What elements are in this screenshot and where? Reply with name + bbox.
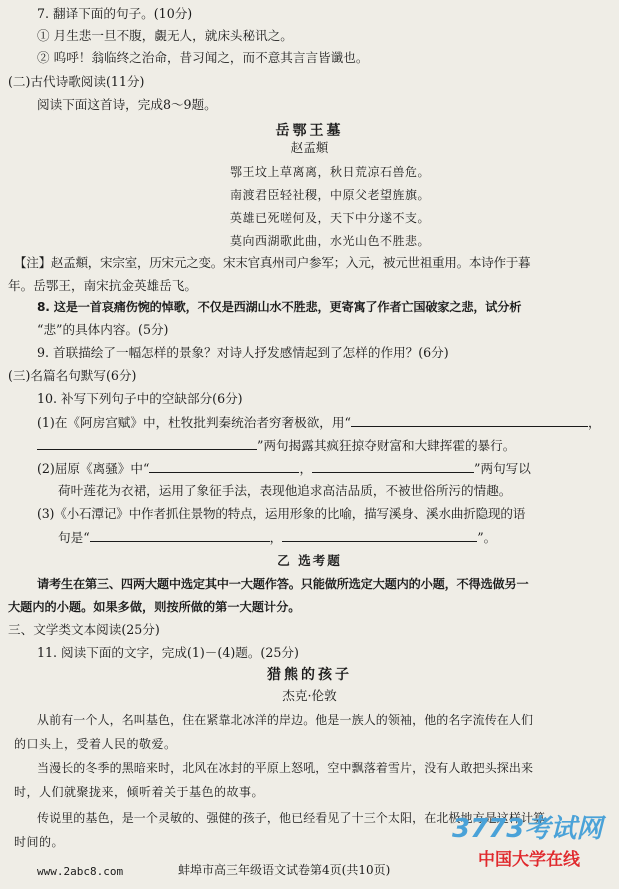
question-10-2-line-1	[37, 460, 531, 477]
question-8-line-1: 8. 这是一首哀痛伤惋的悼歌，不仅是西湖山水不胜悲，更寄寓了作者亡国破家之悲，试分析	[37, 300, 522, 314]
section-3-heading: (三)名篇名句默写(6分)	[8, 368, 137, 383]
watermark-slogan: 中国大学在线	[478, 850, 580, 870]
question-7-item-1: ① 月生悲一旦不腹，覷无人，就床头秘讯之。	[37, 28, 293, 43]
story-paragraph-1-line-2: 的口头上，受着人民的敬爱。	[14, 737, 177, 751]
question-7-item-2: ② 呜呼！翁临终之治命，昔习闻之，而不意其言言皆谶也。	[37, 50, 369, 65]
story-paragraph-2-line-2: 时，人们就聚拢来，倾听着关于基色的故事。	[14, 785, 265, 799]
story-paragraph-3-line-2: 时间的。	[14, 835, 65, 849]
story-paragraph-2-line-1: 当漫长的冬季的黑暗来时，北风在冰封的平原上怒吼，空中飘落着雪片，没有人敢把头探出来	[37, 761, 534, 775]
answer-blank[interactable]	[282, 529, 477, 542]
question-10-3-prompt: 句是“	[58, 530, 90, 545]
punctuation: ，	[587, 415, 601, 430]
answer-blank[interactable]	[351, 414, 588, 427]
question-10-3-line-1: (3)《小石潭记》中作者抓住景物的特点，运用形象的比喻，描写溪身、溪水曲折隐现的语	[37, 506, 526, 521]
optional-section-title: 乙 选考题	[277, 553, 342, 568]
punctuation: ”。	[477, 530, 497, 545]
story-author: 杰克·伦敦	[282, 688, 337, 703]
story-paragraph-3-line-1: 传说里的基色，是一个灵敏的、强健的孩子，他已经看见了十三个太阳，在北极地方是这样计算	[37, 811, 546, 825]
section-2-heading: (二)古代诗歌阅读(11分)	[8, 74, 145, 89]
poem-line-3: 英雄已死嗟何及，天下中分遂不支。	[230, 211, 431, 225]
question-10-2-prompt: (2)屈原《离骚》中“	[37, 461, 150, 476]
question-10-3-line-2	[58, 529, 496, 546]
answer-blank[interactable]	[312, 460, 474, 473]
punctuation: ，	[299, 461, 313, 476]
story-paragraph-1-line-1: 从前有一个人，名叫基色，住在紧靠北冰洋的岸边。他是一族人的领袖，他的名字流传在人们	[37, 713, 534, 727]
answer-blank[interactable]	[90, 529, 270, 542]
watermark-site-logo: 3773考试网	[452, 814, 603, 844]
punctuation: ，	[269, 530, 283, 545]
question-10-2-line-2: 荷叶莲花为衣裙，运用了象征手法，表现他追求高洁品质，不被世俗所污的情趣。	[58, 483, 512, 498]
answer-blank[interactable]	[37, 437, 257, 450]
question-10: 10. 补写下列句子中的空缺部分(6分)	[37, 391, 243, 406]
question-10-1-line-2	[37, 437, 515, 454]
answer-blank[interactable]	[149, 460, 299, 473]
poem-note-line-2: 年。岳鄂王，南宋抗金英雄岳飞。	[8, 278, 197, 293]
question-11: 11. 阅读下面的文字，完成(1)－(4)题。(25分)	[37, 645, 299, 660]
question-10-1-tail: ”两句揭露其疯狂掠夺财富和大肆挥霍的暴行。	[257, 438, 516, 453]
story-title: 猎熊的孩子	[267, 667, 352, 683]
section-2-intro: 阅读下面这首诗，完成8～9题。	[37, 97, 217, 112]
question-8-line-2: “悲”的具体内容。(5分)	[37, 322, 169, 337]
footer-url: www.2abc8.com	[37, 865, 124, 878]
question-7: 7. 翻译下面的句子。(10分)	[37, 6, 193, 21]
question-9: 9. 首联描绘了一幅怎样的景象？对诗人抒发感情起到了怎样的作用？(6分)	[37, 345, 449, 360]
section-3-literature-heading: 三、文学类文本阅读(25分)	[8, 622, 160, 637]
question-10-1-prompt: (1)在《阿房宫赋》中，杜牧批判秦统治者穷奢极欲，用“	[37, 415, 351, 430]
poem-line-1: 鄂王坟上草离离，秋日荒凉石兽危。	[230, 165, 431, 179]
poem-author: 赵孟頫	[290, 140, 329, 155]
question-10-2-tail: ”两句写以	[474, 461, 531, 476]
poem-line-2: 南渡君臣轻社稷，中原父老望旌旗。	[230, 188, 431, 202]
poem-note-line-1: 【注】赵孟頫，宋宗室，历宋元之变。宋末官真州司户参军；入元，被元世祖重用。本诗作于暮	[14, 255, 531, 270]
optional-instructions-line-2: 大题内的小题。如果多做，则按所做的第一大题计分。	[8, 600, 301, 614]
optional-instructions-line-1: 请考生在第三、四两大题中选定其中一大题作答。只能做所选定大题内的小题，不得选做另一	[37, 577, 529, 591]
question-10-1-line-1	[37, 414, 601, 431]
poem-title: 岳鄂王墓	[275, 123, 344, 139]
poem-line-4: 莫向西湖歌此曲，水光山色不胜悲。	[230, 234, 431, 248]
footer-page-info: 蚌埠市高三年级语文试卷第4页(共10页)	[178, 863, 391, 877]
